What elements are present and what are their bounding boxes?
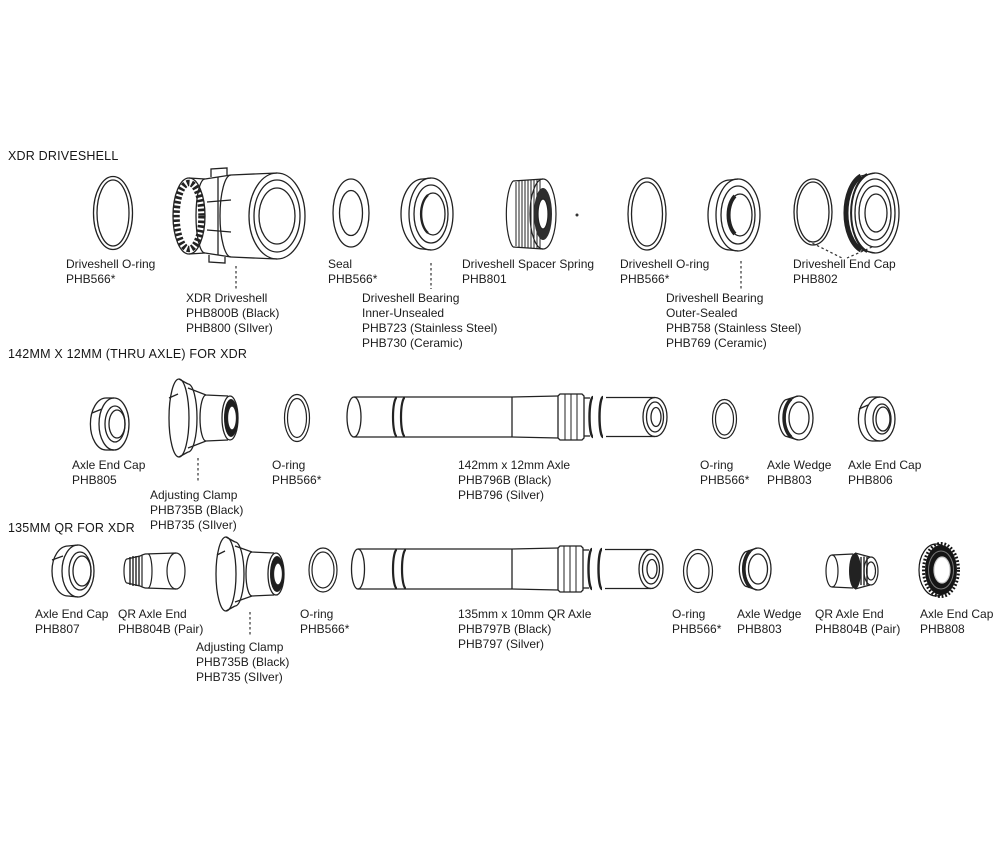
label-axle-wedge [767, 458, 831, 488]
part-name: Outer-Sealed [666, 306, 738, 320]
part-number: PHB735 (SIlver) [150, 518, 237, 532]
o-ring-icon [682, 547, 715, 595]
part-number: PHB803 [767, 473, 812, 487]
driveshell-o-ring-icon [91, 174, 135, 252]
section-heading-142mm-thru-axle: 142MM X 12MM (THRU AXLE) FOR XDR [8, 347, 248, 361]
part-name: Driveshell End Cap [793, 257, 896, 271]
label-o-ring [272, 458, 321, 488]
qr-axle-end-reversed-icon [823, 549, 879, 593]
axle-end-cap-807-icon [48, 541, 102, 601]
part-name: 142mm x 12mm Axle [458, 458, 571, 472]
o-ring-icon [711, 398, 738, 440]
xdr-driveshell-icon [163, 166, 309, 264]
part-number: PHB769 (Ceramic) [666, 336, 767, 350]
section-heading-135mm-qr: 135MM QR FOR XDR [8, 521, 135, 535]
axle-wedge-icon [737, 544, 773, 594]
part-number: PHB804B (Pair) [118, 622, 204, 636]
seal-icon [331, 177, 371, 249]
driveshell-bearing-outer-icon [708, 176, 764, 254]
label-driveshell-bearing-outer [666, 291, 801, 351]
part-name: Axle End Cap [920, 607, 994, 621]
thru-axle-142-icon [345, 393, 669, 441]
qr-axle-135-icon [350, 545, 666, 593]
label-135mm-qr-axle [458, 607, 591, 652]
part-number: PHB800 (SIlver) [186, 321, 273, 335]
part-number: PHB797 (Silver) [458, 637, 545, 651]
part-number: PHB735B (Black) [150, 503, 244, 517]
part-name: O-ring [700, 458, 734, 472]
part-number: PHB566* [620, 272, 670, 286]
part-number: PHB807 [35, 622, 80, 636]
label-142mm-axle [458, 458, 570, 503]
part-number: PHB758 (Stainless Steel) [666, 321, 802, 335]
axle-end-cap-806-icon [856, 392, 898, 446]
part-name: O-ring [300, 607, 334, 621]
driveshell-o-ring-3-icon [792, 177, 834, 247]
part-name: Driveshell Bearing [362, 291, 460, 305]
axle-end-cap-808-icon [916, 540, 962, 600]
label-seal [328, 257, 377, 287]
part-number: PHB806 [848, 473, 893, 487]
part-number: PHB802 [793, 272, 838, 286]
label-xdr-driveshell [186, 291, 279, 336]
part-name: Axle End Cap [35, 607, 109, 621]
label-qr-axle-end [118, 607, 203, 637]
label-driveshell-bearing-inner [362, 291, 497, 351]
part-name: Axle Wedge [767, 458, 832, 472]
label-axle-end-cap-806 [848, 458, 921, 488]
label-adjusting-clamp [150, 488, 243, 533]
part-number: PHB803 [737, 622, 782, 636]
label-o-ring-2 [700, 458, 749, 488]
part-name: 135mm x 10mm QR Axle [458, 607, 592, 621]
driveshell-end-cap-icon [843, 170, 901, 256]
part-number: PHB800B (Black) [186, 306, 280, 320]
part-number: PHB735 (SIlver) [196, 670, 283, 684]
part-number: PHB797B (Black) [458, 622, 552, 636]
part-number: PHB735B (Black) [196, 655, 290, 669]
part-name: O-ring [672, 607, 706, 621]
label-driveshell-spacer-spring [462, 257, 594, 287]
part-name: Driveshell Spacer Spring [462, 257, 595, 271]
part-number: PHB801 [462, 272, 507, 286]
part-number: PHB566* [672, 622, 722, 636]
adjusting-clamp-icon [214, 534, 292, 614]
part-number: PHB566* [328, 272, 378, 286]
part-name: QR Axle End [815, 607, 884, 621]
driveshell-o-ring-2-icon [626, 176, 668, 252]
o-ring-icon [307, 546, 339, 594]
part-name: QR Axle End [118, 607, 187, 621]
part-name: Axle End Cap [848, 458, 922, 472]
part-name: Driveshell Bearing [666, 291, 764, 305]
part-name: Axle Wedge [737, 607, 802, 621]
driveshell-spacer-spring-icon [503, 176, 557, 252]
part-name: O-ring [272, 458, 306, 472]
label-axle-end-cap-805 [72, 458, 145, 488]
label-driveshell-end-cap [793, 257, 896, 287]
part-number: PHB566* [300, 622, 350, 636]
part-number: PHB796 (Silver) [458, 488, 545, 502]
part-number: PHB566* [272, 473, 322, 487]
part-number: PHB796B (Black) [458, 473, 552, 487]
axle-end-cap-805-icon [88, 392, 134, 456]
part-number: PHB805 [72, 473, 117, 487]
section-heading-xdr-driveshell: XDR DRIVESHELL [8, 149, 119, 163]
label-qr-axle-end-2 [815, 607, 900, 637]
label-axle-wedge-2 [737, 607, 801, 637]
part-name: Adjusting Clamp [196, 640, 284, 654]
label-axle-end-cap-807 [35, 607, 108, 637]
part-name: Adjusting Clamp [150, 488, 238, 502]
label-o-ring [300, 607, 349, 637]
o-ring-icon [283, 393, 311, 443]
part-number: PHB804B (Pair) [815, 622, 901, 636]
part-name: Inner-Unsealed [362, 306, 445, 320]
part-number: PHB730 (Ceramic) [362, 336, 463, 350]
part-number: PHB566* [700, 473, 750, 487]
label-o-ring-2 [672, 607, 721, 637]
label-driveshell-o-ring [66, 257, 155, 287]
part-number: PHB723 (Stainless Steel) [362, 321, 498, 335]
part-name: XDR Driveshell [186, 291, 268, 305]
part-number: PHB566* [66, 272, 116, 286]
stray-dot [576, 214, 579, 217]
part-number: PHB808 [920, 622, 965, 636]
label-driveshell-o-ring-2 [620, 257, 709, 287]
part-name: Driveshell O-ring [620, 257, 710, 271]
part-name: Driveshell O-ring [66, 257, 156, 271]
label-adjusting-clamp-2 [196, 640, 289, 685]
part-name: Axle End Cap [72, 458, 146, 472]
adjusting-clamp-icon [166, 376, 246, 460]
axle-wedge-icon [777, 392, 815, 444]
qr-axle-end-icon [124, 549, 192, 593]
part-name: Seal [328, 257, 353, 271]
label-axle-end-cap-808 [920, 607, 993, 637]
driveshell-bearing-inner-icon [401, 176, 457, 252]
